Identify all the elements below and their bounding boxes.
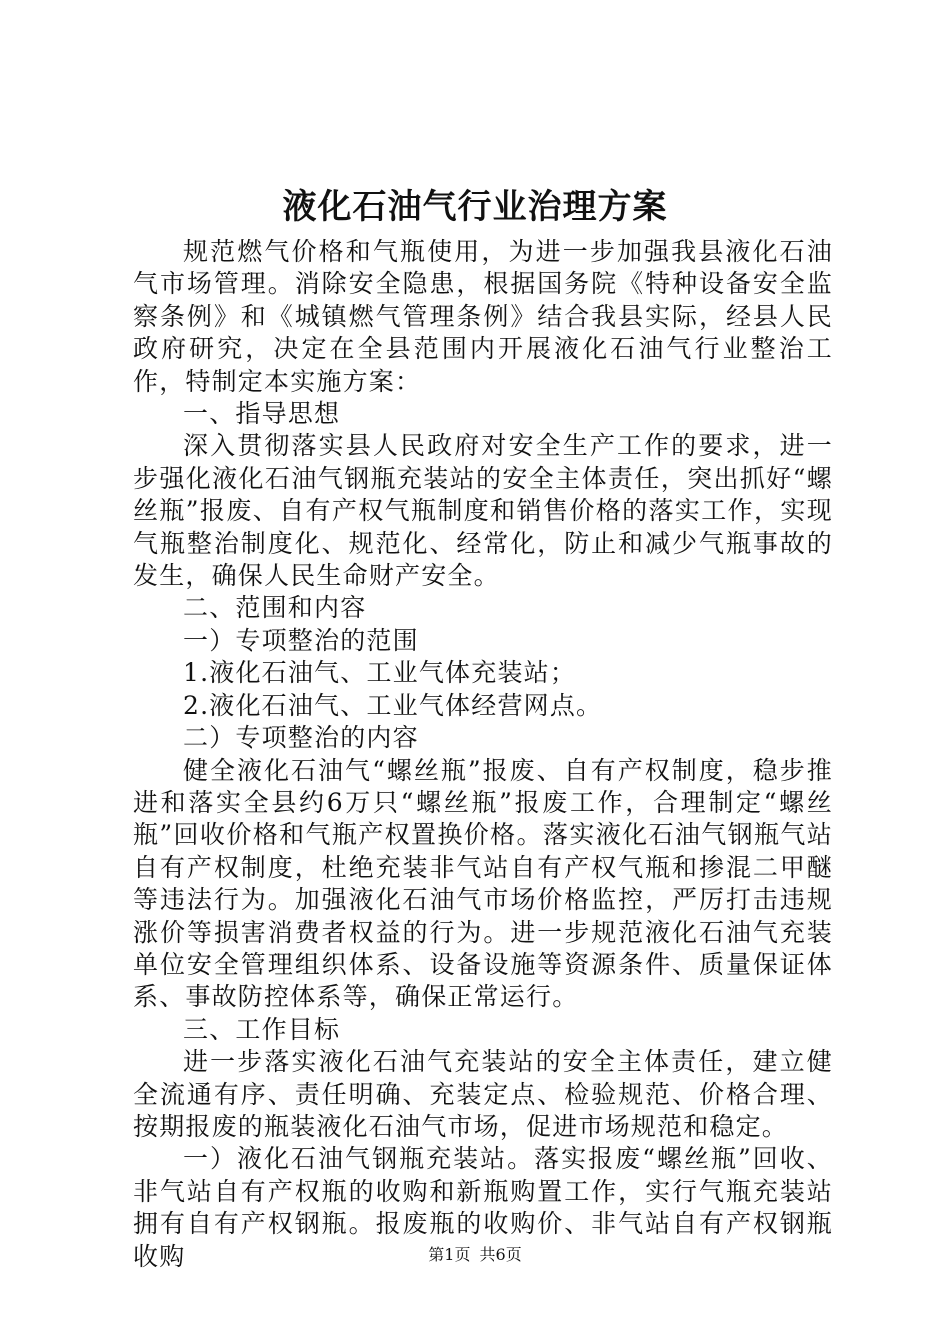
- list-item-1: 1.液化石油气、工业气体充装站；: [183, 658, 577, 688]
- subheading-scope: 一）专项整治的范围: [183, 625, 419, 655]
- list-item-2: 2.液化石油气、工业气体经营网点。: [183, 690, 603, 720]
- paragraph-intro: 规范燃气价格和气瓶使用，为进一步加强我县液化石油气市场管理。消除安全隐患，根据国务院《特种设备安全监察条例》和《城镇燃气管理条例》结合我县实际，经县人民政府研究，决定在全县范围内开展液化石油气行业整治工作，特制定本实施方案：: [133, 237, 833, 396]
- page-number: 第1页: [428, 1245, 471, 1264]
- page-footer: [0, 1244, 950, 1266]
- paragraph-guiding-ideology: 深入贯彻落实县人民政府对安全生产工作的要求，进一步强化液化石油气钢瓶充装站的安全主体责任，突出抓好“螺丝瓶”报废、自有产权气瓶制度和销售价格的落实工作，实现气瓶整治制度化、规范化、经常化，防止和减少气瓶事故的发生，确保人民生命财产安全。: [133, 431, 833, 591]
- subheading-content: 二）专项整治的内容: [183, 723, 419, 753]
- paragraph-work-goals: 进一步落实液化石油气充装站的安全主体责任，建立健全流通有序、责任明确、充装定点、检验规范、价格合理、按期报废的瓶装液化石油气市场，促进市场规范和稳定。: [133, 1047, 833, 1141]
- paragraph-filling-station: 一）液化石油气钢瓶充装站。落实报废“螺丝瓶”回收、非气站自有产权瓶的收购和新瓶购置工作，实行气瓶充装站拥有自有产权钢瓶。报废瓶的收购价、非气站自有产权钢瓶收购: [133, 1144, 833, 1271]
- heading-guiding-ideology: 一、指导思想: [183, 399, 341, 429]
- heading-work-goals: 三、工作目标: [183, 1014, 341, 1044]
- document-title: 液化石油气行业治理方案: [282, 187, 668, 227]
- paragraph-content: 健全液化石油气“螺丝瓶”报废、自有产权制度，稳步推进和落实全县约6万只“螺丝瓶”报废工作，合理制定“螺丝瓶”回收价格和气瓶产权置换价格。落实液化石油气钢瓶气站自有产权制度，杜绝充装非气站自有产权气瓶和掺混二甲醚等违法行为。加强液化石油气市场价格监控，严厉打击违规涨价等损害消费者权益的行为。进一步规范液化石油气充装单位安全管理组织体系、设备设施等资源条件、质量保证体系、事故防控体系等，确保正常运行。: [133, 755, 833, 1012]
- heading-scope-content: 二、范围和内容: [183, 593, 367, 623]
- page-total: 共6页: [479, 1245, 522, 1264]
- document-body: [133, 236, 833, 1273]
